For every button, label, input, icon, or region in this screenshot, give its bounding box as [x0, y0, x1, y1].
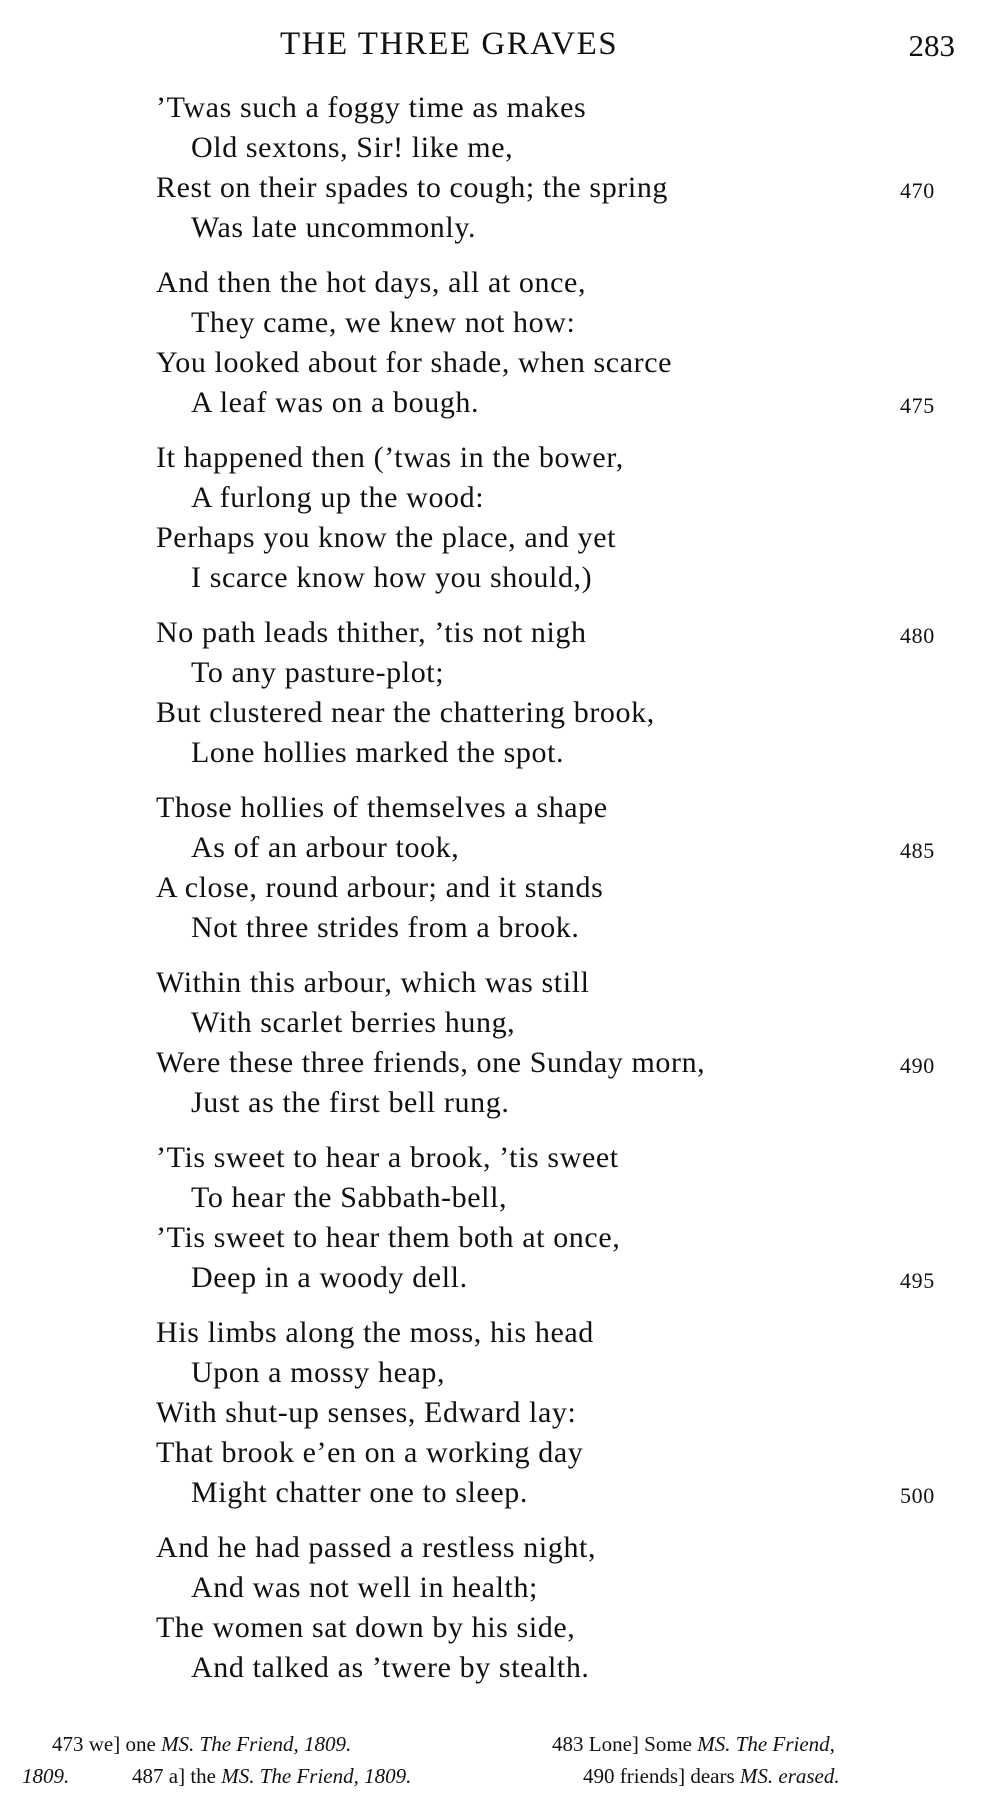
verse-line	[0, 128, 1000, 168]
footnote-473	[52, 1728, 351, 1760]
footnote-source: MS. The Friend, 1809.	[221, 1764, 412, 1788]
footnote-source: MS. The Friend,	[697, 1732, 835, 1756]
verse-line	[0, 1178, 1000, 1218]
page-header	[0, 22, 1000, 66]
footnote-ref: 487	[132, 1764, 164, 1788]
footnote-lemma: friends]	[619, 1764, 686, 1788]
verse-line	[0, 383, 1000, 423]
verse-text: No path leads thither, ’tis not nigh	[156, 616, 587, 649]
verse-line	[0, 88, 1000, 128]
verse-text: A furlong up the wood:	[191, 481, 485, 514]
verse-text: Were these three friends, one Sunday morn,	[156, 1046, 706, 1079]
verse-text: You looked about for shade, when scarce	[156, 346, 673, 379]
verse-text: Perhaps you know the place, and yet	[156, 521, 617, 554]
verse-text: But clustered near the chattering brook,	[156, 696, 655, 729]
page-number: 283	[908, 28, 955, 63]
stanza	[0, 1138, 1000, 1298]
footnote-ref: 490	[583, 1764, 615, 1788]
footnote-483-continued	[22, 1760, 69, 1792]
verse-line	[0, 1648, 1000, 1688]
footnote-reading: dears	[690, 1764, 735, 1788]
verse-line	[0, 478, 1000, 518]
verse-text: As of an arbour took,	[191, 831, 460, 864]
verse-line	[0, 1313, 1000, 1353]
verse-line	[0, 168, 1000, 208]
verse-line	[0, 868, 1000, 908]
verse-line	[0, 1353, 1000, 1393]
running-head: THE THREE GRAVES	[280, 26, 619, 62]
line-number: 495	[900, 1268, 935, 1293]
verse-text: Upon a mossy heap,	[191, 1356, 446, 1389]
stanza	[0, 613, 1000, 773]
footnote-lemma: a]	[168, 1764, 186, 1788]
stanza	[0, 1528, 1000, 1688]
verse-line	[0, 1608, 1000, 1648]
stanza	[0, 88, 1000, 248]
verse-text: I scarce know how you should,)	[191, 561, 593, 594]
line-number: 470	[900, 178, 935, 203]
verse-text: To any pasture-plot;	[191, 656, 445, 689]
stanza	[0, 438, 1000, 598]
line-number: 480	[900, 623, 935, 648]
verse-text: Might chatter one to sleep.	[191, 1476, 528, 1509]
stanza	[0, 963, 1000, 1123]
verse-line	[0, 1473, 1000, 1513]
verse-text: It happened then (’twas in the bower,	[156, 441, 624, 474]
verse-text: Old sextons, Sir! like me,	[191, 131, 514, 164]
verse-line	[0, 438, 1000, 478]
verse-text: With scarlet berries hung,	[191, 1006, 516, 1039]
verse-text: And then the hot days, all at once,	[156, 266, 587, 299]
verse-text: ’Tis sweet to hear a brook, ’tis sweet	[156, 1141, 619, 1174]
verse-line	[0, 1003, 1000, 1043]
verse-line	[0, 263, 1000, 303]
footnote-ref: 483	[552, 1732, 584, 1756]
verse-text: And he had passed a restless night,	[156, 1531, 597, 1564]
verse-line	[0, 1258, 1000, 1298]
footnote-ref: 473	[52, 1732, 84, 1756]
verse-text: Was late uncommonly.	[191, 211, 477, 244]
verse-line	[0, 1393, 1000, 1433]
verse-line	[0, 1528, 1000, 1568]
footnote-lemma: Lone]	[588, 1732, 639, 1756]
footnote-483	[552, 1728, 835, 1760]
verse-text: Deep in a woody dell.	[191, 1261, 468, 1294]
footnote-source: MS. The Friend, 1809.	[161, 1732, 352, 1756]
footnote-lemma: we]	[88, 1732, 121, 1756]
verse-line	[0, 343, 1000, 383]
footnote-source: MS. erased.	[739, 1764, 840, 1788]
verse-text: Not three strides from a brook.	[191, 911, 580, 944]
footnote-source: 1809.	[22, 1764, 70, 1788]
footnotes	[0, 1728, 1000, 1792]
verse-line	[0, 1138, 1000, 1178]
verse-text: ’Tis sweet to hear them both at once,	[156, 1221, 621, 1254]
verse-line	[0, 1218, 1000, 1258]
verse-line	[0, 1433, 1000, 1473]
verse-line	[0, 653, 1000, 693]
verse-text: They came, we knew not how:	[191, 306, 576, 339]
verse-text: And was not well in health;	[191, 1571, 538, 1604]
line-number: 500	[900, 1483, 935, 1508]
line-number: 475	[900, 393, 935, 418]
verse-text: Just as the first bell rung.	[191, 1086, 510, 1119]
stanza	[0, 1313, 1000, 1513]
poem-text	[0, 88, 1000, 1703]
verse-text: With shut-up senses, Edward lay:	[156, 1396, 577, 1429]
verse-text: To hear the Sabbath-bell,	[191, 1181, 508, 1214]
footnote-reading: one	[125, 1732, 156, 1756]
footnote-490	[583, 1760, 840, 1792]
footnote-line-1	[0, 1728, 1000, 1760]
verse-line	[0, 208, 1000, 248]
verse-text: And talked as ’twere by stealth.	[191, 1651, 590, 1684]
verse-line	[0, 908, 1000, 948]
verse-text: ’Twas such a foggy time as makes	[156, 91, 587, 124]
verse-line	[0, 828, 1000, 868]
verse-text: Rest on their spades to cough; the spring	[156, 171, 669, 204]
footnote-line-2	[0, 1760, 1000, 1792]
line-number: 490	[900, 1053, 935, 1078]
verse-line	[0, 733, 1000, 773]
verse-line	[0, 788, 1000, 828]
verse-line	[0, 1083, 1000, 1123]
verse-text: Lone hollies marked the spot.	[191, 736, 565, 769]
verse-text: Those hollies of themselves a shape	[156, 791, 608, 824]
footnote-reading: the	[190, 1764, 216, 1788]
verse-text: Within this arbour, which was still	[156, 966, 590, 999]
verse-text: A close, round arbour; and it stands	[156, 871, 604, 904]
verse-line	[0, 963, 1000, 1003]
stanza	[0, 788, 1000, 948]
verse-text: A leaf was on a bough.	[191, 386, 480, 419]
verse-line	[0, 613, 1000, 653]
footnote-reading: Some	[644, 1732, 692, 1756]
footnote-487	[132, 1760, 411, 1792]
stanza	[0, 263, 1000, 423]
verse-text: That brook e’en on a working day	[156, 1436, 584, 1469]
verse-line	[0, 693, 1000, 733]
verse-line	[0, 1568, 1000, 1608]
verse-line	[0, 303, 1000, 343]
verse-line	[0, 518, 1000, 558]
verse-line	[0, 1043, 1000, 1083]
verse-text: The women sat down by his side,	[156, 1611, 576, 1644]
verse-line	[0, 558, 1000, 598]
line-number: 485	[900, 838, 935, 863]
verse-text: His limbs along the moss, his head	[156, 1316, 594, 1349]
